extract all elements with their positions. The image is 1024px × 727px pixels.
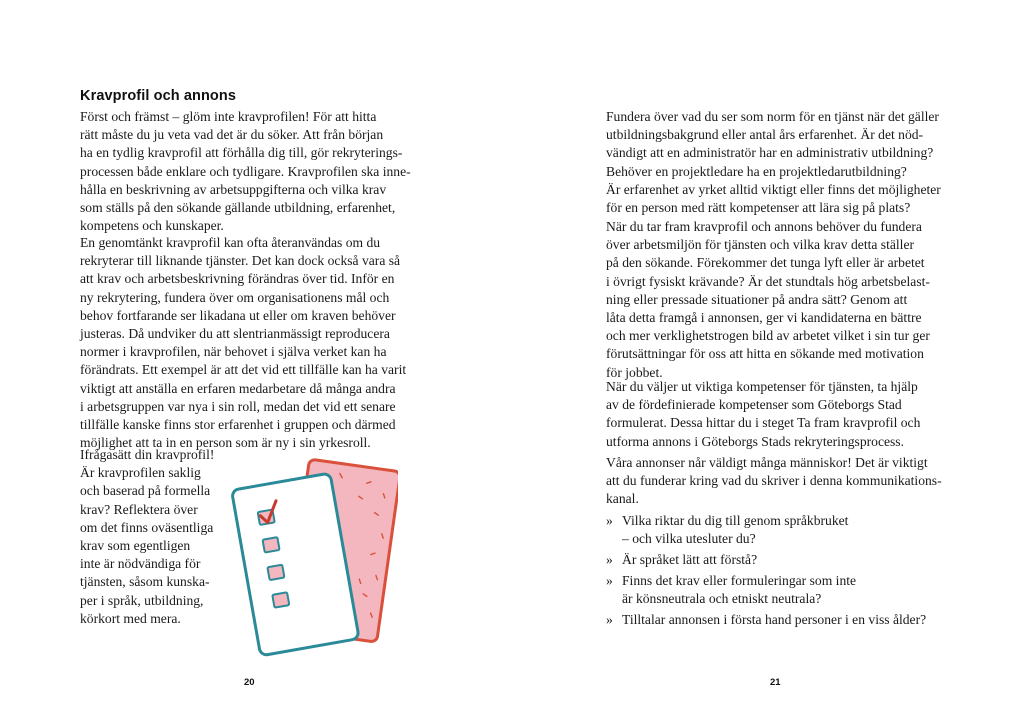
- text-line: förändrats. Ett exempel är att det vid ett tillfälle kan ha varit: [80, 362, 407, 378]
- text-line: är könsneutrala och etniskt neutrala?: [622, 590, 822, 606]
- text-line: krav som egentligen: [80, 538, 191, 554]
- text-line: Tilltalar annonsen i första hand personer i en viss ålder?: [622, 611, 927, 627]
- text-line: normer i kravprofilen, när behovet i själva verket kan ha: [80, 344, 387, 360]
- text-line: En genomtänkt kravprofil kan ofta återanvändas om du: [80, 235, 381, 250]
- norm-paragraph: [606, 108, 941, 217]
- text-line: Är erfarenhet av yrket alltid viktigt eller finns det möjligheter: [606, 181, 941, 197]
- text-line: förutsättningar för oss att hitta en sökande med motivation: [606, 346, 924, 362]
- text-line: i arbetsgruppen var nya i sin roll, medan det vid ett senare: [80, 398, 396, 414]
- ads-paragraph: [606, 454, 942, 509]
- question-list: [606, 512, 926, 631]
- text-line: formulerat. Dessa hittar du i steget Ta fram kravprofil och: [606, 415, 921, 431]
- text-line: Är språket lätt att förstå?: [622, 551, 758, 567]
- work-environment-paragraph: [606, 218, 930, 382]
- question-paragraph: [80, 446, 214, 628]
- text-line: viktigt att anställa en erfaren medarbetare då många andra: [80, 380, 396, 396]
- bullet-marker: »: [606, 572, 613, 588]
- text-line: Våra annonser når väldigt många människor! Det är viktigt: [606, 455, 928, 470]
- text-line: i övrigt fysiskt krävande? Är det stundtals hög arbetsbelast-: [606, 273, 930, 289]
- page-number: 20: [244, 677, 255, 688]
- text-line: av de fördefinierade kompetenser som Göteborgs Stad: [606, 397, 902, 413]
- text-line: När du tar fram kravprofil och annons behöver du fundera: [606, 219, 922, 234]
- text-line: låta detta framgå i annonsen, ger vi kandidaterna en bättre: [606, 310, 922, 326]
- text-line: för jobbet.: [606, 364, 663, 380]
- text-line: utbildningsbakgrund eller antal års erfarenhet. Är det nöd-: [606, 127, 924, 143]
- bullet-marker: »: [606, 611, 613, 627]
- list-item: [606, 572, 926, 608]
- text-line: – och vilka utesluter du?: [622, 531, 756, 547]
- text-line: kanal.: [606, 491, 639, 507]
- text-line: Behöver en projektledare ha en projektledarutbildning?: [606, 163, 907, 179]
- text-line: ha en tydlig kravprofil att förhålla dig till, gör rekryterings-: [80, 145, 403, 161]
- text-line: rätt måste du ju veta vad det är du söker. Att från början: [80, 127, 384, 143]
- text-line: tillfälle kanske finns stor erfarenhet i gruppen och därmed: [80, 417, 396, 433]
- text-line: tjänsten, såsom kunska-: [80, 574, 210, 590]
- text-line: När du väljer ut viktiga kompetenser för tjänsten, ta hjälp: [606, 379, 918, 394]
- text-line: per i språk, utbildning,: [80, 592, 204, 608]
- checklist-clipboard-icon: [228, 458, 398, 658]
- text-line: processen både enklare och tydligare. Kravprofilen ska inne-: [80, 163, 411, 179]
- competence-paragraph: [606, 378, 920, 451]
- text-line: ny rekrytering, fundera över om organisationens mål och: [80, 289, 390, 305]
- text-line: körkort med mera.: [80, 610, 181, 626]
- text-line: och baserad på formella: [80, 483, 211, 499]
- text-line: om det finns oväsentliga: [80, 519, 214, 535]
- text-line: hålla en beskrivning av arbetsuppgifterna och vilka krav: [80, 181, 387, 197]
- text-line: för en person med rätt kompetenser att lära sig på plats?: [606, 200, 911, 216]
- section-heading: Kravprofil och annons: [80, 88, 236, 104]
- text-line: över arbetsmiljön för tjänsten och vilka krav detta ställer: [606, 237, 915, 253]
- text-line: Finns det krav eller formuleringar som inte: [622, 572, 857, 588]
- text-line: justeras. Då undviker du att slentrianmässigt reproducera: [80, 326, 390, 342]
- list-item: [606, 512, 926, 548]
- text-line: krav? Reflektera över: [80, 501, 198, 517]
- text-line: Fundera över vad du ser som norm för en tjänst när det gäller: [606, 109, 939, 124]
- text-line: Först och främst – glöm inte kravprofilen! För att hitta: [80, 109, 377, 124]
- list-item: [606, 611, 926, 629]
- text-line: rekryterar till liknande tjänster. Det kan dock också vara så: [80, 253, 401, 269]
- text-line: behov fortfarande ser likadana ut eller om kraven behöver: [80, 307, 396, 323]
- text-line: vändigt att en administratör har en administrativ utbildning?: [606, 145, 934, 161]
- text-line: Är kravprofilen saklig: [80, 465, 201, 481]
- text-line: Vilka riktar du dig till genom språkbruket: [622, 513, 849, 528]
- intro-paragraph: [80, 108, 411, 235]
- text-line: kompetens och kunskaper.: [80, 218, 224, 234]
- text-line: inte är nödvändiga för: [80, 556, 201, 572]
- text-line: som ställs på den sökande gällande utbildning, erfarenhet,: [80, 200, 396, 216]
- text-line: utforma annons i Göteborgs Stads rekryteringsprocess.: [606, 433, 905, 449]
- text-line: Ifrågasätt din kravprofil!: [80, 447, 215, 462]
- bullet-marker: »: [606, 513, 613, 528]
- text-line: att du funderar kring vad du skriver i denna kommunikations-: [606, 473, 942, 489]
- text-line: ning eller pressade situationer på andra sätt? Genom att: [606, 291, 908, 307]
- bullet-marker: »: [606, 551, 613, 567]
- text-line: på den sökande. Förekommer det tunga lyft eller är arbetet: [606, 255, 925, 271]
- text-line: och mer verklighetstrogen bild av arbetet vilket i sin tur ger: [606, 328, 930, 344]
- page-number: 21: [770, 677, 781, 688]
- text-line: att krav och arbetsbeskrivning förändras över tid. Inför en: [80, 271, 395, 287]
- list-item: [606, 551, 926, 569]
- reuse-paragraph: [80, 234, 406, 452]
- text-line: möjlighet att ta in en person som är ny i sin yrkesroll.: [80, 435, 371, 451]
